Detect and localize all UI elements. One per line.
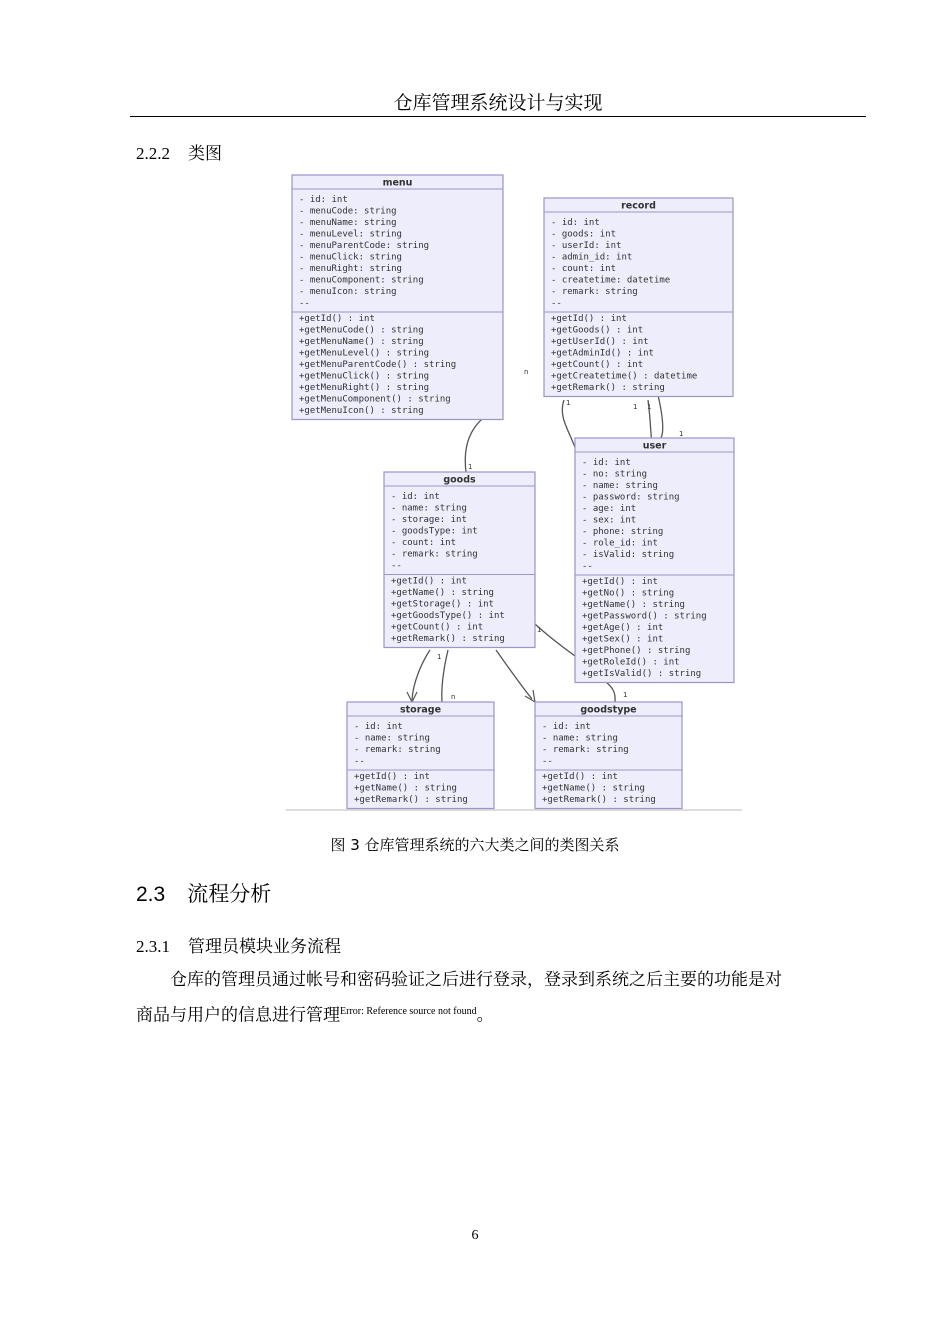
class-attribute: - count: int [391,538,457,548]
multiplicity-label: 1 [437,653,442,661]
class-name: goodstype [580,704,637,716]
class-method: +getMenuCode() : string [299,325,424,336]
class-method: +getMenuRight() : string [299,383,430,393]
class-method: +getAdminId() : int [551,348,654,359]
connector-user-goodstype [606,682,615,702]
class-menu [292,175,503,420]
figure-caption-text: 图 3 仓库管理系统的六大类之间的类图关系 [330,836,620,854]
paragraph-line-2-text: 商品与用户的信息进行管理 [136,1005,340,1026]
connector-goods-storage [412,650,430,700]
paragraph-line-2 [136,996,866,1032]
paragraph-line-1: 仓库的管理员通过帐号和密码验证之后进行登录，登录到系统之后主要的功能是对 [170,970,782,990]
class-storage [347,702,494,809]
class-attribute: - count: int [551,264,617,274]
section-heading-2-3-1 [136,932,341,957]
class-method: +getMenuIcon() : string [299,406,424,416]
class-method: +getNo() : string [582,588,675,599]
class-attribute: - id: int [542,722,591,732]
class-attribute: - admin_id: int [551,252,633,263]
class-method: +getId() : int [551,314,627,324]
class-method: +getRemark() : string [354,795,468,805]
class-attribute: - id: int [391,492,440,502]
class-boxes [292,175,734,809]
multiplicity-label: 1 [537,626,542,634]
paragraph-end: 。 [476,1005,494,1026]
multiplicity-label: 1 [623,691,628,699]
multiplicity-label: 1 [468,463,473,471]
class-method: +getMenuComponent() : string [299,394,451,405]
class-diagram-svg [286,172,742,812]
class-method: +getId() : int [542,772,618,782]
connector-record-user [562,400,576,450]
section-number: 2.3.1 [136,937,170,956]
connector-goods-storage-2 [442,650,448,702]
section-title: 流程分析 [187,882,272,906]
class-method: +getName() : string [542,783,645,794]
class-attribute: - menuName: string [299,218,397,228]
class-attribute: - sex: int [582,515,637,526]
class-method: +getRoleId() : int [582,657,680,668]
class-attribute: - password: string [582,492,680,503]
class-method: +getGoods() : int [551,325,644,336]
class-method: +getCreatetime() : datetime [551,371,698,382]
class-method: +getSex() : int [582,634,664,645]
class-attribute: - goods: int [551,229,617,240]
class-method: +getAge() : int [582,623,664,633]
class-name: menu [382,177,413,189]
section-title: 管理员模块业务流程 [188,937,341,957]
class-name: user [642,440,667,452]
class-name: storage [399,704,442,716]
class-method: +getId() : int [299,314,375,324]
class-method: +getMenuParentCode() : string [299,360,457,370]
class-attribute: - createtime: datetime [551,275,671,286]
class-method: +getId() : int [582,577,658,587]
class-attribute: -- [299,298,310,309]
class-attribute: - menuRight: string [299,264,402,274]
class-name: goods [443,474,476,486]
class-method: +getStorage() : int [391,599,494,610]
body-paragraph [136,964,866,1032]
class-goodstype [535,702,682,809]
class-attribute: -- [551,298,562,309]
class-method: +getMenuLevel() : string [299,348,430,359]
class-attribute: -- [391,561,402,571]
class-attribute: -- [582,561,593,572]
class-attribute: - remark: string [354,745,441,755]
header-title: 仓库管理系统设计与实现 [393,92,603,114]
class-method: +getName() : string [582,600,685,610]
class-attribute: - name: string [582,481,658,491]
class-diagram [286,172,742,812]
class-method: +getIsValid() : string [582,669,702,679]
class-attribute: - name: string [542,733,618,744]
class-attribute: - remark: string [551,287,638,297]
connector-goods-goodstype [496,650,532,699]
class-attribute: - name: string [391,503,467,514]
class-attribute: - phone: string [582,527,664,537]
class-attribute: - id: int [582,458,631,468]
section-title: 类图 [188,144,222,164]
class-attribute: - age: int [582,504,637,514]
class-attribute: -- [542,756,553,767]
class-attribute: - id: int [299,195,348,205]
multiplicity-label: n [524,368,529,376]
class-method: +getPassword() : string [582,611,707,622]
section-number: 2.3 [136,883,166,906]
page-header [130,90,866,117]
class-method: +getMenuClick() : string [299,371,430,382]
multiplicity-label: 1 [647,403,652,411]
multiplicity-label: n [451,693,456,701]
class-method: +getCount() : int [551,360,644,370]
class-attribute: - role_id: int [582,538,658,549]
class-method: +getRemark() : string [551,383,665,393]
class-method: +getName() : string [391,588,494,598]
class-method: +getId() : int [391,576,467,587]
class-attribute: - menuIcon: string [299,287,397,297]
class-attribute: - storage: int [391,515,467,525]
class-attribute: -- [354,756,365,767]
class-attribute: - name: string [354,733,430,744]
figure-caption [0,834,950,855]
class-method: +getPhone() : string [582,646,691,656]
class-attribute: - userId: int [551,241,622,251]
section-heading-2-3 [136,878,271,908]
connector-record-user-3 [658,395,663,438]
class-attribute: - menuCode: string [299,206,397,217]
page-number [0,1228,950,1244]
class-record [544,198,733,397]
class-name: record [621,200,656,212]
class-method: +getGoodsType() : int [391,611,505,621]
class-method: +getMenuName() : string [299,337,424,347]
class-attribute: - goodsType: int [391,526,478,537]
class-goods [384,472,535,648]
class-attribute: - menuLevel: string [299,229,402,240]
class-attribute: - menuClick: string [299,252,402,263]
class-attribute: - id: int [354,722,403,732]
multiplicity-label: 1 [679,430,684,438]
multiplicity-label: 1 [633,403,638,411]
class-attribute: - no: string [582,469,648,480]
class-attribute: - isValid: string [582,550,675,560]
class-user [575,438,734,683]
reference-error: Error: Reference source not found [340,1006,477,1017]
class-method: +getCount() : int [391,622,484,633]
section-heading-2-2-2 [136,139,222,164]
class-method: +getRemark() : string [542,795,656,805]
class-method: +getRemark() : string [391,634,505,644]
class-attribute: - menuComponent: string [299,275,424,286]
class-attribute: - menuParentCode: string [299,241,430,251]
multiplicity-label: 1 [566,399,571,407]
section-number: 2.2.2 [136,144,170,163]
class-attribute: - remark: string [542,745,629,755]
page-number-text: 6 [471,1228,479,1243]
class-attribute: - remark: string [391,549,478,560]
class-method: +getUserId() : int [551,337,649,347]
class-method: +getId() : int [354,772,430,782]
class-method: +getName() : string [354,783,457,794]
class-attribute: - id: int [551,218,600,228]
